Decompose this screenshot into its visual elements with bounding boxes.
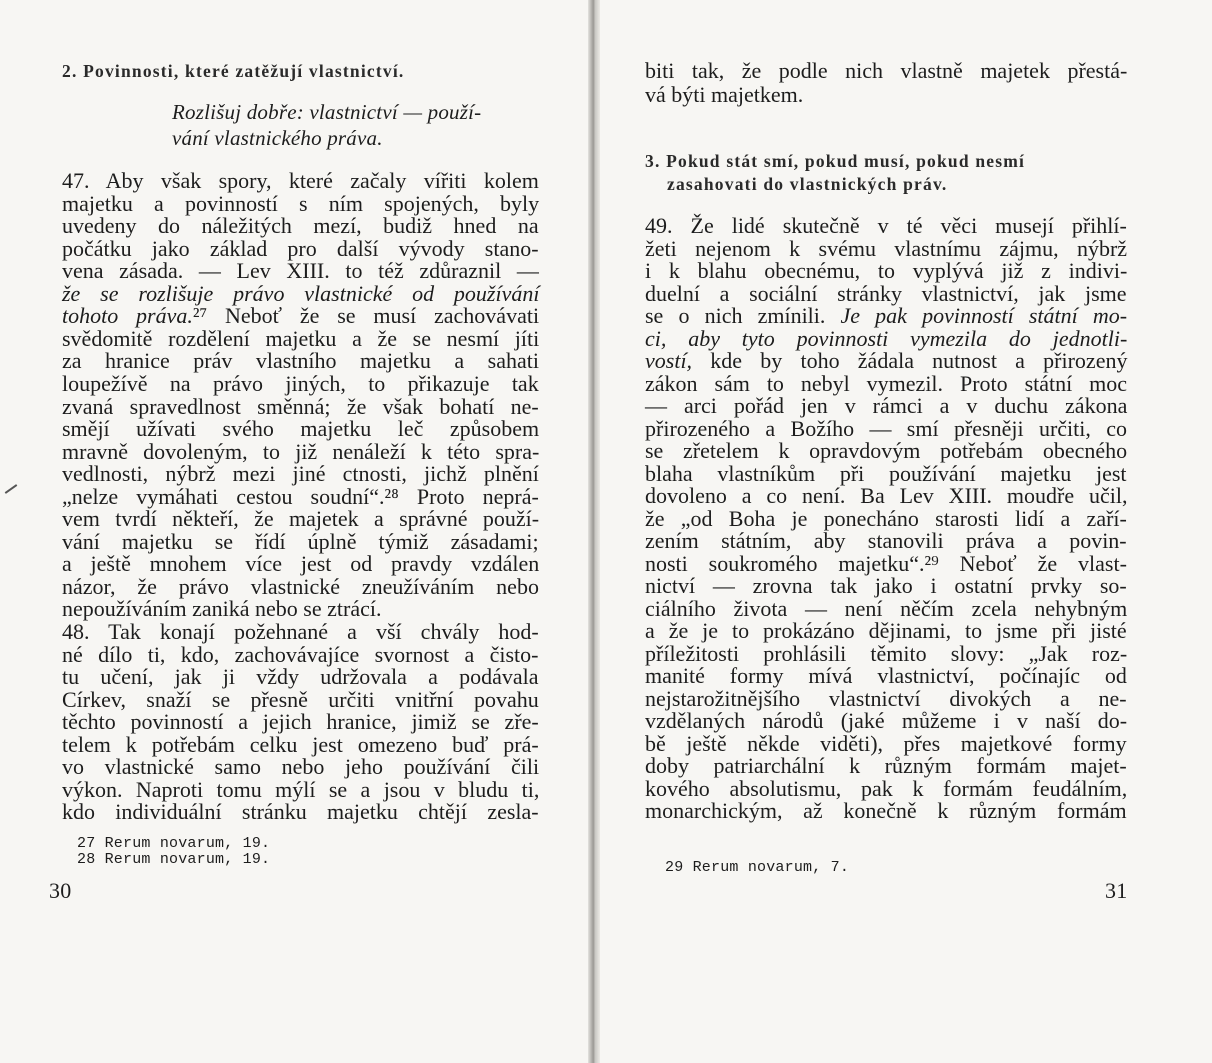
text-line: monarchickým, až konečně k různým formám — [645, 798, 1127, 823]
text-line: názor, že právo vlastnické zneužíváním nebo — [62, 573, 539, 599]
subtitle-line: Rozlišuj dobře: vlastnictví — použí- — [172, 100, 482, 124]
section-heading-3: 3. Pokud stát smí, pokud musí, pokud nesmí — [645, 151, 1026, 171]
text-line: vedlnosti, nýbrž mezi jiné ctnosti, jichž plnění — [62, 461, 539, 487]
text-line: doby patriarchální k různým formám majet- — [645, 753, 1127, 778]
text-line: ci, aby tyto povinnosti vymezila do jednotli- — [645, 325, 1128, 351]
text-line: vá býti majetkem. — [645, 82, 804, 107]
text-line: tu učení, jak ji vždy udržovala a podávala — [62, 664, 539, 690]
text-line: Církev, snaží se přesně určiti vnitřní povahu — [62, 686, 539, 712]
book-gutter — [588, 0, 600, 1063]
text-line: že „od Boha je ponecháno starosti lidí a zaří- — [645, 505, 1127, 531]
text-line: přirozeného a Božího — smí přesněji určiti, co — [645, 415, 1127, 441]
text-line: bě ještě někde viděti), přes majetkové formy — [645, 730, 1127, 756]
text-line: 49. Že lidé skutečně v té věci musejí přihlí- — [645, 213, 1127, 238]
footnote-28: 28 Rerum novarum, 19. — [77, 851, 271, 868]
text-line: telem k potřebám celku jest omezeno buď prá- — [62, 731, 539, 757]
text-line: uvedeny do náležitých mezí, budiž hned na — [62, 213, 539, 239]
text-line: tohoto práva.²⁷ Neboť že se musí zachovávati — [62, 303, 540, 329]
text-line: počátku jako základ pro další vývody stano- — [62, 235, 539, 261]
section-heading-2: 2. Povinnosti, které zatěžují vlastnictví. — [62, 61, 405, 81]
text-line: blaha vlastníkům při používání majetku jest — [645, 460, 1127, 486]
footnote-29: 29 Rerum novarum, 7. — [665, 859, 850, 876]
footnote-27: 27 Rerum novarum, 19. — [77, 835, 271, 852]
text-line: kdo individuální stránku majetku chtějí zesla- — [62, 799, 539, 825]
text-line: i k blahu obecnému, to vyplývá již z indivi- — [645, 258, 1128, 283]
text-line: a ještě mnohem více jest od pravdy vzdálen — [62, 551, 540, 577]
text-line: duelní a sociální stránky vlastnictví, jak jsme — [645, 280, 1127, 306]
subtitle-line: vání vlastnického práva. — [172, 126, 383, 150]
text-line: vzdělaných národů (jaké můžeme i v naší do- — [645, 708, 1128, 733]
text-line: loupežívě na právo jiných, to přikazuje tak — [62, 370, 539, 396]
text-line: dovoleno a co není. Ba Lev XIII. moudře učil, — [645, 483, 1128, 508]
text-line: že se rozlišuje právo vlastnické od používání — [62, 280, 540, 306]
text-line: svědomitě rozdělení majetku a že se nesmí jíti — [62, 325, 540, 351]
text-line: těchto povinností a jejich hranice, jimiž se zře- — [62, 709, 539, 735]
section-heading-3-cont: zasahovati do vlastnických práv. — [667, 174, 948, 194]
right-page — [600, 0, 1212, 1063]
text-line: žeti nejenom k svému vlastnímu zájmu, nýbrž — [645, 235, 1128, 261]
text-line: né dílo ti, kdo, zachovávajíce svornost a čisto- — [62, 641, 539, 667]
text-line: „nelze vymáhati cestou soudní“.²⁸ Proto neprá- — [62, 483, 539, 509]
text-line: ciálního života — není něčím zcela nehybným — [645, 595, 1128, 621]
text-line: příležitosti prohlásili těmito slovy: „Jak roz- — [645, 640, 1128, 666]
text-line: vena zásada. — Lev XIII. to též zdůraznil — — [62, 258, 539, 284]
text-line: zvaná spravedlnost směnná; že však bohatí ne- — [62, 393, 539, 419]
text-line: zákon sám to nebyl vymezil. Proto státní moc — [645, 370, 1128, 396]
text-line: majetku a povinností s ním spojených, byly — [62, 190, 540, 216]
text-line: mravně dovoleným, to již nenáleží k této spra- — [62, 438, 540, 464]
text-line: 48. Tak konají požehnané a vší chvály hod- — [62, 619, 539, 644]
text-line: výkon. Naproti tomu mýlí se a jsou v bludu ti, — [62, 776, 540, 802]
text-line: vo vlastnické samo nebo jeho používání čili — [62, 754, 540, 780]
text-line: smějí užívati svého majetku leč způsobem — [62, 416, 540, 442]
text-line: kového absolutismu, pak k formám feudálním, — [645, 775, 1128, 801]
left-page — [0, 0, 588, 1063]
text-line: nepoužíváním zaniká nebo se ztrácí. — [62, 596, 382, 622]
text-line: biti tak, že podle nich vlastně majetek přestá- — [645, 58, 1128, 83]
text-line: nictví — zrovna tak jako i ostatní prvky so- — [645, 573, 1127, 598]
text-line: se zřetelem k opravdovým potřebám obecného — [645, 438, 1128, 463]
text-line: zením státním, aby stanovili práva a povin- — [645, 528, 1127, 553]
text-line: vostí, kde by toho žádala nutnost a přirozený — [645, 348, 1128, 373]
text-line: vem tvrdí někteří, že majetek a správné použí- — [62, 506, 540, 532]
text-line: a že je to prokázáno dějinami, to jsme při jisté — [645, 618, 1127, 643]
page-number: 31 — [1105, 878, 1128, 903]
text-line: vání majetku se řídí úplně týmiž zásadami; — [62, 528, 539, 554]
text-line: nejstarožitnějšího vlastnictví divokých a ne- — [645, 685, 1127, 711]
text-line: za hranice práv vlastního majetku a sahati — [62, 348, 539, 374]
text-line: 47. Aby však spory, které začaly vířiti kolem — [62, 168, 539, 193]
text-line: manité formy mívá vlastnictví, počínajíc od — [645, 663, 1127, 688]
text-line: se o nich zmínili. Je pak povinností státní mo- — [645, 303, 1128, 328]
page-number: 30 — [49, 878, 72, 903]
text-line: nosti soukromého majetku“.²⁹ Neboť že vlast- — [645, 550, 1127, 576]
text-line: — arci pořád jen v rámci a v duchu zákona — [645, 393, 1128, 418]
